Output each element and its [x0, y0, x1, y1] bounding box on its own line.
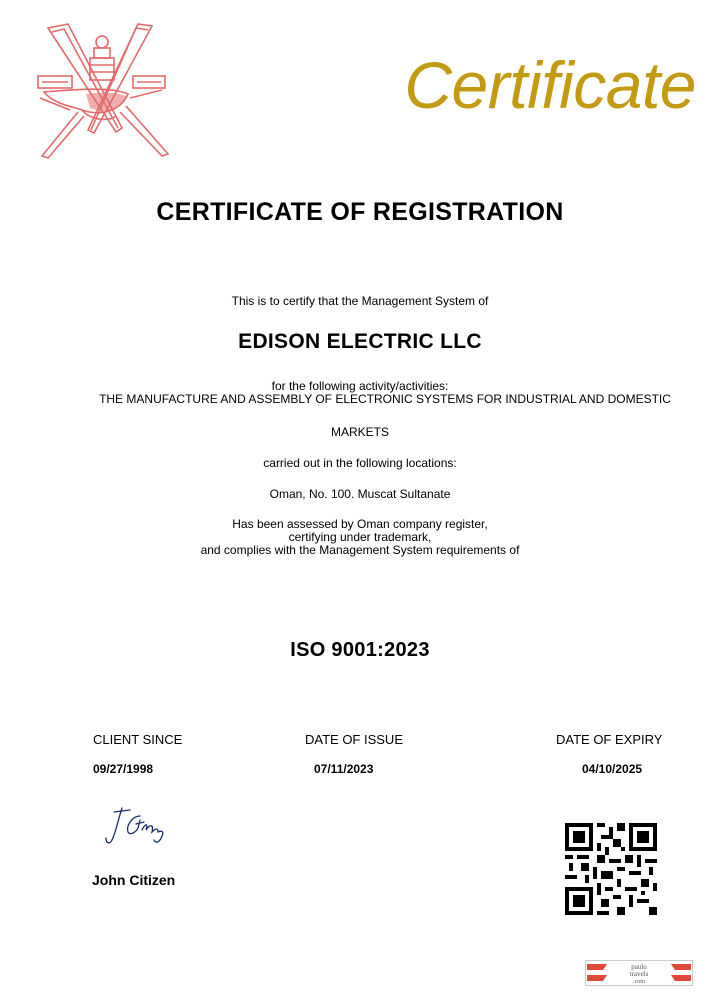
watermark-text: paulo [631, 963, 647, 971]
qr-code-icon [565, 823, 657, 915]
certificate-brand-word: Certificate [404, 48, 696, 122]
signature-icon [100, 802, 170, 852]
assessment-statement [0, 518, 720, 557]
iso-standard: ISO 9001:2023 [290, 639, 430, 661]
date-of-expiry-value: 04/10/2025 [582, 762, 643, 776]
client-since-label: CLIENT SINCE [93, 732, 183, 747]
certificate-title: CERTIFICATE OF REGISTRATION [156, 198, 564, 226]
date-of-issue-label: DATE OF ISSUE [305, 732, 403, 747]
signatory-name: John Citizen [92, 872, 176, 888]
company-name: EDISON ELECTRIC LLC [238, 330, 482, 353]
assessment-line: Has been assessed by Oman company register, [232, 517, 488, 531]
activity-description: THE MANUFACTURE AND ASSEMBLY OF ELECTRONIC SYSTEMS FOR INDUSTRIAL AND DOMESTIC [99, 392, 671, 406]
watermark-text: .com [633, 979, 645, 985]
locations-intro: carried out in the following locations: [263, 456, 457, 470]
activity-intro: for the following activity/activities: [271, 379, 449, 393]
watermark-logo [585, 960, 693, 986]
activity-markets: MARKETS [330, 425, 389, 439]
watermark-text: travels [629, 970, 649, 978]
client-since-value: 09/27/1998 [93, 762, 154, 776]
national-emblem-icon [30, 20, 175, 165]
date-of-issue-value: 07/11/2023 [314, 762, 374, 776]
assessment-line: certifying under trademark, [288, 530, 432, 544]
location-address: Oman, No. 100. Muscat Sultanate [269, 487, 451, 501]
date-of-expiry-label: DATE OF EXPIRY [556, 732, 663, 747]
assessment-line: and complies with the Management System requirements of [200, 543, 520, 557]
certify-statement: This is to certify that the Management System of [231, 294, 489, 308]
